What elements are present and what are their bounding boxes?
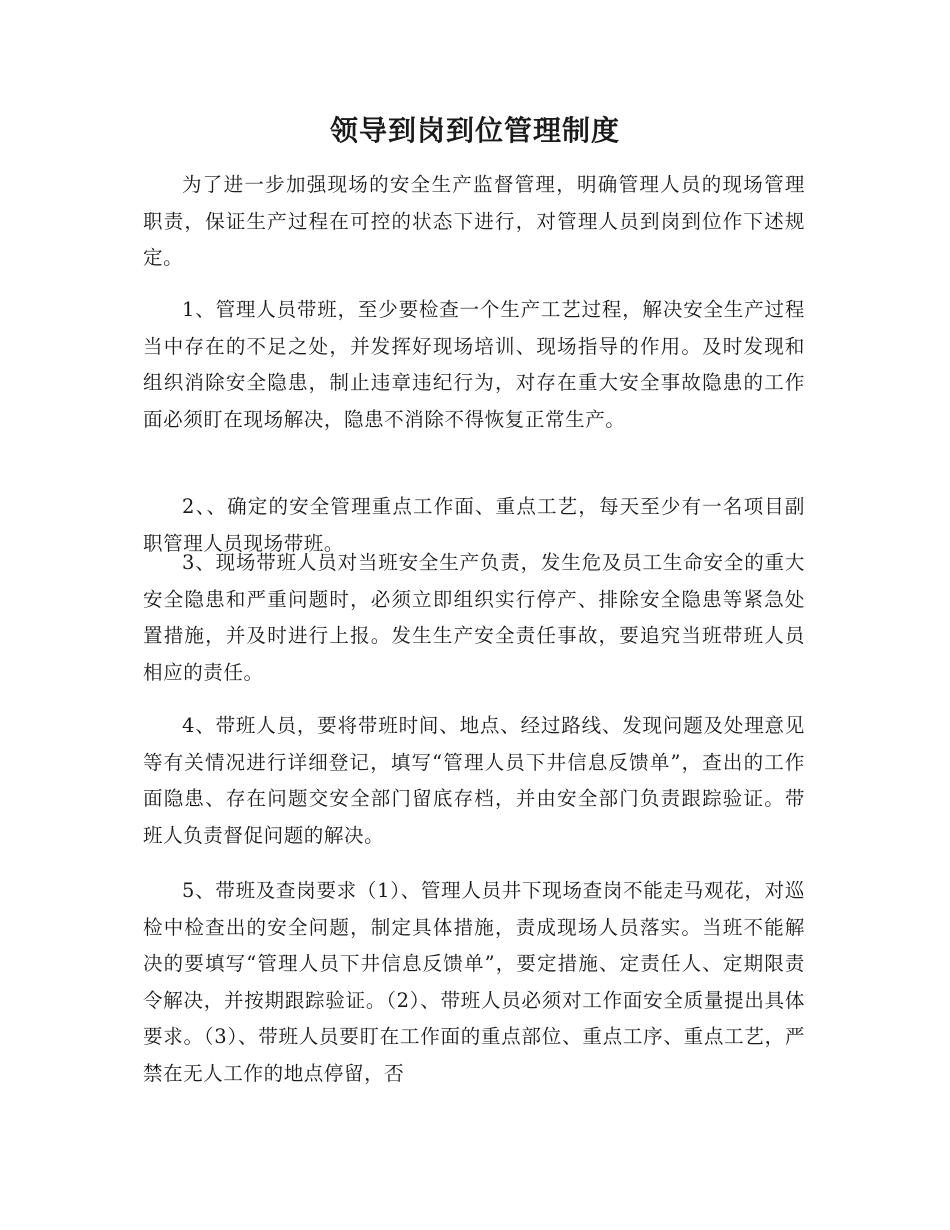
clause-5-paragraph: 5、带班及查岗要求（1）、管理人员井下现场查岗不能走马观花，对巡检中检查出的安全问题，制定具体措施，责成现场人员落实。当班不能解决的要填写“管理人员下井信息反馈单”，要定措施、定责任人、定期限责令解决，并按期跟踪验证。（2）、带班人员必须对工作面安全质量提出具体要求。（3）、带班人员要盯在工作面的重点部位、重点工序、重点工艺，严禁在无人工作的地点停留，否 (143, 879, 805, 1085)
clause-4-paragraph: 4、带班人员，要将带班时间、地点、经过路线、发现问题及处理意见等有关情况进行详细登记，填写“管理人员下井信息反馈单”，查出的工作面隐患、存在问题交安全部门留底存档，并由安全部门负责跟踪验证。带班人负责督促问题的解决。 (143, 714, 805, 847)
document-title: 领导到岗到位管理制度 (329, 114, 620, 147)
intro-paragraph: 为了进一步加强现场的安全生产监督管理，明确管理人员的现场管理职责，保证生产过程在可控的状态下进行，对管理人员到岗到位作下述规定。 (143, 173, 805, 269)
clause-2-paragraph: 2、、确定的安全管理重点工作面、重点工艺，每天至少有一名项目副职管理人员现场带班。 (143, 495, 805, 555)
clause-3-paragraph: 3、现场带班人员对当班安全生产负责，发生危及员工生命安全的重大安全隐患和严重问题时，必须立即组织实行停产、排除安全隐患等紧急处置措施，并及时进行上报。发生生产安全责任事故，要追究当班带班人员相应的责任。 (143, 551, 805, 684)
clause-1-paragraph: 1、管理人员带班，至少要检查一个生产工艺过程，解决安全生产过程当中存在的不足之处，并发挥好现场培训、现场指导的作用。及时发现和组织消除安全隐患，制止违章违纪行为，对存在重大安全事故隐患的工作面必须盯在现场解决，隐患不消除不得恢复正常生产。 (143, 298, 805, 431)
